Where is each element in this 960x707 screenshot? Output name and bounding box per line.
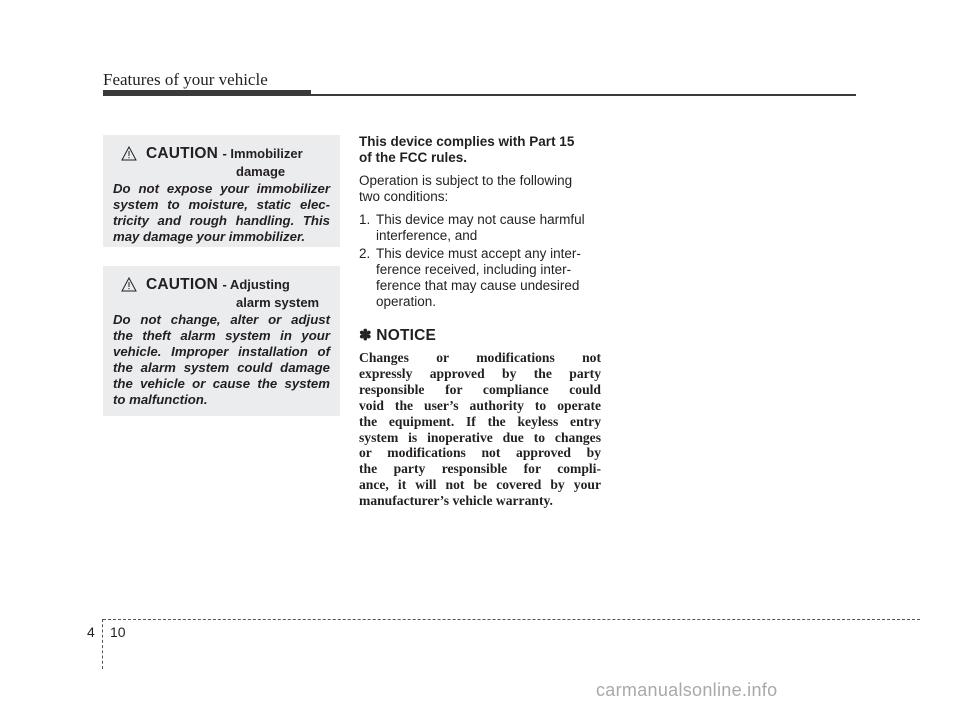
- caution-subtitle-line2: alarm system: [236, 295, 320, 310]
- chapter-number: 4: [87, 624, 95, 640]
- notice-line: system is inoperative due to changes: [359, 429, 601, 445]
- notice-line: manufacturer’s vehicle warranty.: [359, 493, 553, 509]
- caution-body-text: [113, 181, 330, 245]
- fcc-compliance-line: of the FCC rules.: [359, 150, 468, 165]
- caution-heading: [113, 145, 330, 179]
- header-rule: [311, 94, 856, 96]
- caution-box-immobilizer: [103, 135, 340, 247]
- notice-line: the equipment. If the keyless entry: [359, 413, 601, 429]
- condition-line: operation.: [376, 294, 437, 309]
- caution-body-line: vehicle. Improper installation of: [113, 344, 330, 359]
- condition-line: ference received, including inter-: [376, 262, 572, 277]
- caution-label: CAUTION: [146, 276, 219, 293]
- fcc-condition-2: [359, 246, 601, 310]
- footer-dashed-rule: [103, 619, 920, 620]
- warning-triangle-icon: [121, 277, 137, 292]
- fcc-condition-1: [359, 212, 601, 244]
- notice-line: or modifications not approved by: [359, 445, 601, 461]
- caution-subtitle: - Immobilizer: [222, 146, 303, 161]
- caution-heading: [113, 276, 330, 310]
- notice-title: NOTICE: [376, 327, 437, 344]
- caution-box-alarm: [103, 266, 340, 416]
- notice-line: void the user’s authority to operate: [359, 397, 601, 413]
- warning-triangle-icon: [121, 146, 137, 161]
- watermark-text: carmanualsonline.info: [596, 680, 778, 700]
- caution-body-line: to malfunction.: [113, 392, 208, 407]
- caution-subtitle-line2: damage: [236, 164, 286, 179]
- caution-body-line: the alarm system could damage: [113, 360, 330, 375]
- list-number: 1.: [359, 212, 371, 227]
- footer-dashed-divider: [102, 619, 103, 669]
- fcc-column: [359, 134, 601, 509]
- caution-body-line: tricity and rough handling. This: [113, 213, 330, 228]
- header-thick-bar: [103, 90, 311, 96]
- fcc-compliance-statement: [359, 134, 601, 166]
- notice-star-icon: ✽: [359, 327, 372, 344]
- condition-line: ference that may cause undesired: [376, 278, 580, 293]
- fcc-operation-line: Operation is subject to the following: [359, 173, 573, 188]
- caution-body-line: Do not change, alter or adjust: [113, 312, 330, 327]
- notice-heading: [359, 328, 601, 344]
- condition-line: This device may not cause harmful: [376, 212, 585, 227]
- page-number: 10: [110, 624, 126, 640]
- notice-line: the party responsible for compli-: [359, 461, 601, 477]
- fcc-compliance-line: This device complies with Part 15: [359, 134, 575, 149]
- condition-line: This device must accept any inter-: [376, 246, 581, 261]
- notice-line: ance, it will not be covered by your: [359, 477, 601, 493]
- caution-body-line: the theft alarm system in your: [113, 328, 330, 343]
- condition-line: interference, and: [376, 228, 478, 243]
- notice-line: expressly approved by the party: [359, 365, 601, 381]
- notice-body-text: [359, 350, 601, 509]
- notice-line: responsible for compliance could: [359, 381, 601, 397]
- caution-body-line: system to moisture, static elec-: [113, 197, 330, 212]
- fcc-operation-line: two conditions:: [359, 189, 449, 204]
- list-number: 2.: [359, 246, 371, 261]
- fcc-operation-statement: [359, 173, 601, 205]
- caution-body-text: [113, 312, 330, 408]
- caution-body-line: may damage your immobilizer.: [113, 229, 306, 244]
- notice-line: Changes or modifications not: [359, 350, 601, 365]
- caution-body-line: the vehicle or cause the system: [113, 376, 330, 391]
- page-header-title: Features of your vehicle: [103, 70, 268, 89]
- caution-subtitle: - Adjusting: [222, 277, 290, 292]
- caution-label: CAUTION: [146, 145, 219, 162]
- caution-body-line: Do not expose your immobilizer: [113, 181, 330, 196]
